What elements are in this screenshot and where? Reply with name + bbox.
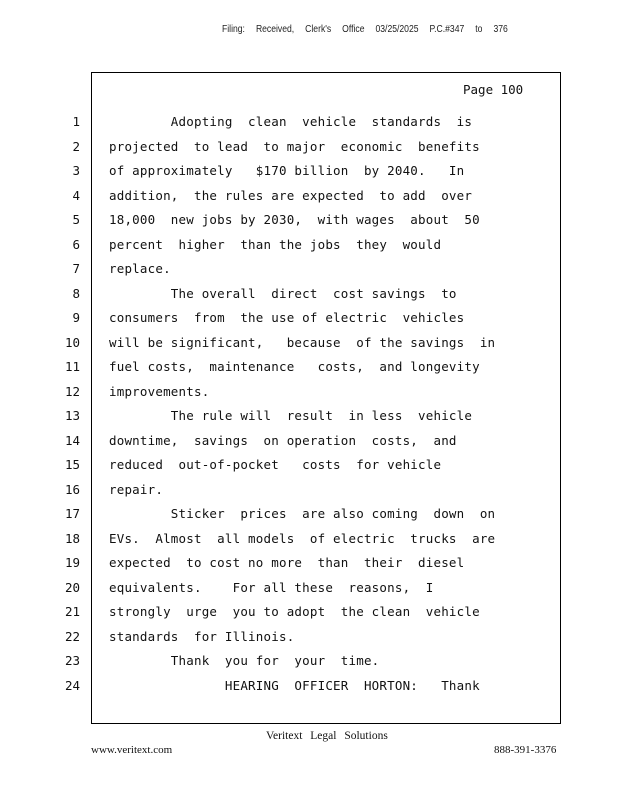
line-number: 11 [64,359,80,374]
transcript-line: EVs. Almost all models of electric trucks are [109,530,496,546]
transcript-line: will be significant, because of the savings in [109,334,496,350]
transcript-line: equivalents. For all these reasons, I [109,579,434,595]
line-number: 1 [72,114,80,129]
transcript-line: percent higher than the jobs they would [109,236,442,252]
line-number: 9 [72,310,80,325]
line-number: 20 [64,579,80,595]
line-number: 15 [64,457,80,472]
line-number: 24 [64,677,80,693]
transcript-line: Thank you for your time. [109,653,380,668]
transcript-line: Sticker prices are also coming down on [109,506,496,521]
transcript-line: addition, the rules are expected to add over [109,187,473,203]
transcript-line: The rule will result in less vehicle [109,408,473,423]
transcript-line: projected to lead to major economic benefits [109,138,480,154]
line-number: 13 [64,408,80,423]
line-number: 3 [72,163,80,178]
line-number: 17 [64,506,80,521]
line-number: 16 [64,481,80,497]
line-number: 8 [72,285,80,301]
transcript-line: HEARING OFFICER HORTON: Thank [109,677,480,693]
line-number-column [60,114,80,702]
line-number: 18 [64,530,80,546]
line-number: 2 [72,138,80,154]
line-number: 12 [64,383,80,399]
transcript-line: expected to cost no more than their diesel [109,555,465,570]
transcript-line: reduced out-of-pocket costs for vehicle [109,457,442,472]
received-label: Received, [255,24,295,35]
line-number: 23 [64,653,80,668]
footer-website: www.veritext.com [91,744,173,756]
transcript-text [109,114,529,702]
line-number: 19 [64,555,80,570]
transcript-line: of approximately $170 billion by 2040. In [109,163,465,178]
line-number: 4 [72,187,80,203]
transcript-line: consumers from the use of electric vehicles [109,310,465,325]
transcript-line: Adopting clean vehicle standards is [109,114,473,129]
transcript-line: improvements. [109,383,210,399]
transcript-line: standards for Illinois. [109,628,295,644]
line-number: 6 [72,236,80,252]
line-number: 5 [72,212,80,227]
office-label: Office [342,24,365,35]
clerks-label: Clerk's [305,24,332,35]
line-number: 22 [64,628,80,644]
filing-stamp [222,24,516,35]
transcript-line: 18,000 new jobs by 2030, with wages about 50 [109,212,480,227]
total-pages: 376 [493,24,508,35]
transcript-line: The overall direct cost savings to [109,285,457,301]
line-number: 14 [64,432,80,448]
to-label: to [475,24,483,35]
transcript-line: replace. [109,261,171,276]
transcript-line: strongly urge you to adopt the clean vehicle [109,604,480,619]
transcript-line: fuel costs, maintenance costs, and longevity [109,359,480,374]
filing-date: 03/25/2025 [375,24,419,35]
line-number: 21 [64,604,80,619]
footer-company-name: Veritext Legal Solutions [266,730,388,742]
pc-number: P.C.#347 [429,24,465,35]
line-number: 7 [72,261,80,276]
line-number: 10 [64,334,80,350]
page-number: Page 100 [463,82,524,97]
footer-phone: 888-391-3376 [494,744,557,756]
transcript-line: repair. [109,481,164,497]
transcript-line: downtime, savings on operation costs, and [109,432,457,448]
filing-label: Filing: [222,24,245,35]
